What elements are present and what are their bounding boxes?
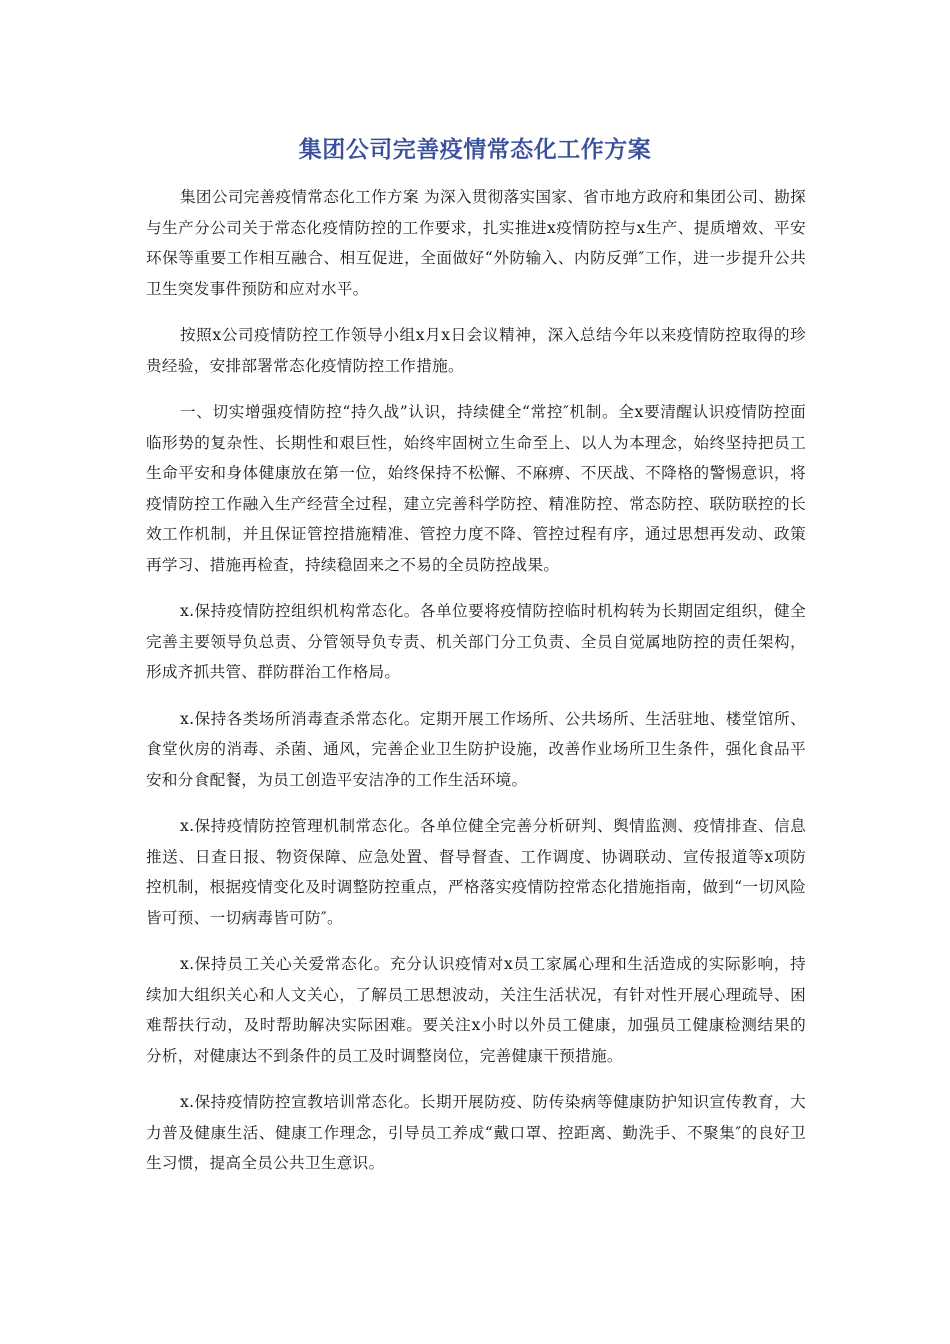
paragraph-item-disinfection: x.保持各类场所消毒查杀常态化。定期开展工作场所、公共场所、生活驻地、楼堂馆所、食堂伙房的消毒、杀菌、通风，完善企业卫生防护设施，改善作业场所卫生条件，强化食品平安和分食配餐，为员工创造平安洁净的工作生活环境。 bbox=[146, 709, 806, 789]
paragraph-item-organization: x.保持疫情防控组织机构常态化。各单位要将疫情防控临时机构转为长期固定组织，健全完善主要领导负总责、分管领导负专责、机关部门分工负责、全员自觉属地防控的责任架构，形成齐抓共管、群防群治工作格局。 bbox=[146, 602, 806, 681]
document-body bbox=[146, 182, 806, 1195]
paragraph-intro: 集团公司完善疫情常态化工作方案 为深入贯彻落实国家、省市地方政府和集团公司、勘探与生产分公司关于常态化疫情防控的工作要求，扎实推进x疫情防控与x生产、提质增效、平安环保等重要工作相互融合、相互促进，全面做好“外防输入、内防反弹″工作，进一步提升公共卫生突发事件预防和应对水平。 bbox=[146, 188, 806, 298]
paragraph-item-care: x.保持员工关心关爱常态化。充分认识疫情对x员工家属心理和生活造成的实际影响，持续加大组织关心和人文关心，了解员工思想波动，关注生活状况，有针对性开展心理疏导、困难帮扶行动，及时帮助解决实际困难。要关注x小时以外员工健康，加强员工健康检测结果的分析，对健康达不到条件的员工及时调整岗位，完善健康干预措施。 bbox=[146, 955, 806, 1065]
paragraph-item-training: x.保持疫情防控宣教培训常态化。长期开展防疫、防传染病等健康防护知识宣传教育，大力普及健康生活、健康工作理念，引导员工养成“戴口罩、控距离、勤洗手、不聚集″的良好卫生习惯，提高全员公共卫生意识。 bbox=[146, 1093, 806, 1172]
paragraph-section-one: 一、切实增强疫情防控“持久战”认识，持续健全“常控″机制。全x要清醒认识疫情防控面临形势的复杂性、长期性和艰巨性，始终牢固树立生命至上、以人为本理念，始终坚持把员工生命平安和身体健康放在第一位，始终保持不松懈、不麻痹、不厌战、不降格的警惕意识，将疫情防控工作融入生产经营全过程，建立完善科学防控、精准防控、常态防控、联防联控的长效工作机制，并且保证管控措施精准、管控力度不降、管控过程有序，通过思想再发动、政策再学习、措施再检查，持续稳固来之不易的全员防控战果。 bbox=[146, 403, 806, 574]
paragraph-item-mechanism: x.保持疫情防控管理机制常态化。各单位健全完善分析研判、舆情监测、疫情排查、信息推送、日查日报、物资保障、应急处置、督导督查、工作调度、协调联动、宣传报道等x项防控机制，根据疫情变化及时调整防控重点，严格落实疫情防控常态化措施指南，做到“一切风险皆可预、一切病毒皆可防″。 bbox=[146, 817, 806, 927]
paragraph-meeting: 按照x公司疫情防控工作领导小组x月x日会议精神，深入总结今年以来疫情防控取得的珍贵经验，安排部署常态化疫情防控工作措施。 bbox=[146, 326, 806, 375]
document-title: 集团公司完善疫情常态化工作方案 bbox=[298, 137, 652, 163]
